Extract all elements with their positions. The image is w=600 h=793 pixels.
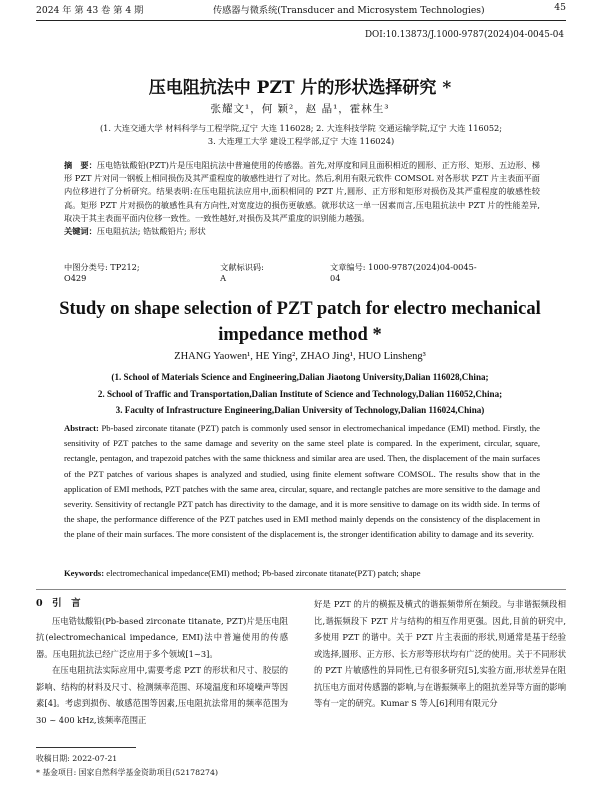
clc-number: 中图分类号: TP212; O429 xyxy=(64,262,140,283)
affiliation-line: 2. School of Traffic and Transportation,Dalian Institute of Science and Technology,Dalian 116052,China; xyxy=(97,388,503,399)
abstract-english xyxy=(64,421,540,543)
keywords-english xyxy=(64,568,540,578)
title-english: Study on shape selection of PZT patch for electro mechanical impedance method * xyxy=(59,299,541,345)
footnote-divider xyxy=(36,747,136,748)
body-column-left xyxy=(36,596,288,728)
journal-issue: 2024 年 第 43 卷 第 4 期 xyxy=(36,5,144,16)
abstract-label: Abstract: xyxy=(64,423,99,433)
body-column-right xyxy=(314,596,566,712)
authors-english: ZHANG Yaowen¹, HE Ying², ZHAO Jing¹, HUO Linsheng³ xyxy=(174,351,426,362)
affiliation-line: 3. 大连理工大学 建设工程学部,辽宁 大连 116024) xyxy=(207,136,395,146)
body-paragraph: 好是 PZT 的片的横振及横式的谐振频带所在频段。与非谐振频段相比,谐振频段下 PZT 片与结构的相互作用更强。因此,目前的研究中,多使用 PZT 的谐中。关于 PZT 片主表面的形状,则通常是基于经验或选择,圆形、正方形、长方形等形状均有广泛的使用。关于不同形状的 PZT 片敏感性的异同性,已有很多研究[5],实验方面,形状差异在阻抗压电方面对传感器的影响,与在谐振频率上的阻抗差异等方面的影响等有一定的研究。Kumar S 等人[6]利用有限元分 xyxy=(314,599,566,708)
fund-note: * 基金项目: 国家自然科学基金资助项目(52178274) xyxy=(36,768,218,777)
keywords-text: electromechanical impedance(EMI) method; Pb-based zirconate titanate(PZT) patch; shape xyxy=(106,568,421,578)
received-date: 收稿日期: 2022-07-21 xyxy=(36,754,118,763)
abstract-text: Pb-based zirconate titanate (PZT) patch is commonly used sensor in electromechanical impedance (EMI) method. Firstly, the sensitivity of PZT patches to the same damage and severity on the same steel plate is compared. In the experiment, circular, square, rectangle, pentagon, and trapezoid patches with the same thickness and similar area are used. Then, the displacement of the main surfaces of the PZT patches of various shapes is analyzed and studied, using finite element software COMSOL. The results show that in the application of EMI methods, PZT patches with the same area, circular, square, and rectangle patches are more sensitive to the damage and severity. Sensitivity of rectangle PZT patch has directivity to the damage, and it is more sensitive to damage on its width side. In terms of the shape, the performance difference of the PZT patches used in EMI method mainly depends on the consistency of the displacement in the plane of their main surfaces. The more consistent of the displacement is, the stronger identification ability to damage and its severity. xyxy=(64,423,540,540)
keywords-text: 压电阻抗法; 锆钛酸铅片; 形状 xyxy=(96,226,206,237)
abstract-text: 压电锆钛酸铅(PZT)片是压电阻抗法中普遍使用的传感器。首先,对厚度和同且面积相近的圆形、正方形、矩形、五边形、梯形 PZT 片对同一钢板上相同损伤及其严重程度的敏感性进行了对比。然后,利用有限元软件 COMSOL 对各形状 PZT 片主表面平面内位移进行了分析研究。结果表明:在压电阻抗法应用中,面积相同的 PZT 片,圆形、正方形和矩形对损伤及其严重程度的敏感性较高。矩形 PZT 片对损伤的敏感性具有方向性,对宽度边的损伤更敏感。就形状这一单一因素而言,压电阻抗法中 PZT 片的性能差异,取决于其主表面平面内位移一致性。一致性越好,对损伤及其严重度的识别能力越强。 xyxy=(64,160,540,223)
doi: DOI:10.13873/J.1000-9787(2024)04-0045-04 xyxy=(365,30,564,40)
authors-chinese: 张耀文¹，何 颖²，赵 晶¹，霍林生³ xyxy=(210,103,390,115)
body-paragraph: 压电锆钛酸铅(Pb-based zirconate titanate, PZT)片是压电阻抗(electromechanical impedance, EMI)法中普遍使用的传感器。压电阻抗法已经广泛应用于多个领域[1~3]。 xyxy=(36,615,288,659)
affiliations-chinese xyxy=(36,122,566,148)
keywords-label: 关键词： xyxy=(64,226,97,237)
title-chinese: 压电阻抗法中 PZT 片的形状选择研究 * xyxy=(148,78,452,98)
affiliation-line: (1. School of Materials Science and Engineering,Dalian Jiaotong University,Dalian 116028,China; xyxy=(111,372,489,382)
section-divider xyxy=(36,589,566,590)
section-heading: 0 引 言 xyxy=(36,598,81,609)
affiliation-line: 3. Faculty of Infrastructure Engineering,Dalian University of Technology,Dalian 116024,China) xyxy=(115,405,485,415)
footnotes xyxy=(36,752,218,780)
page-number: 45 xyxy=(554,2,566,13)
document-code: 文献标识码: A xyxy=(220,262,264,283)
body-paragraph: 在压电阻抗法实际应用中,需要考虑 PZT 的形状和尺寸、胶层的影响、结构的材料及尺寸、检测频率范围、环境温度和环境噪声等因素[4]。考虑到损伤、敏感范围等因素,压电阻抗法常用的频率范围为 30 ~ 400 kHz,该频率范围正 xyxy=(36,665,288,725)
classification-line xyxy=(64,262,540,283)
journal-name: 传感器与微系统(Transducer and Microsystem Technologies) xyxy=(213,5,485,16)
article-number: 文章编号: 1000-9787(2024)04-0045-04 xyxy=(330,262,477,283)
abstract-label: 摘 要： xyxy=(64,160,97,170)
affiliation-line: (1. 大连交通大学 材料科学与工程学院,辽宁 大连 116028; 2. 大连科技学院 交通运输学院,辽宁 大连 116052; xyxy=(99,123,503,133)
keywords-label: Keywords: xyxy=(64,568,105,578)
running-header xyxy=(36,2,566,21)
abstract-chinese xyxy=(64,159,540,238)
affiliations-english xyxy=(30,369,570,419)
keywords-chinese xyxy=(64,225,540,238)
